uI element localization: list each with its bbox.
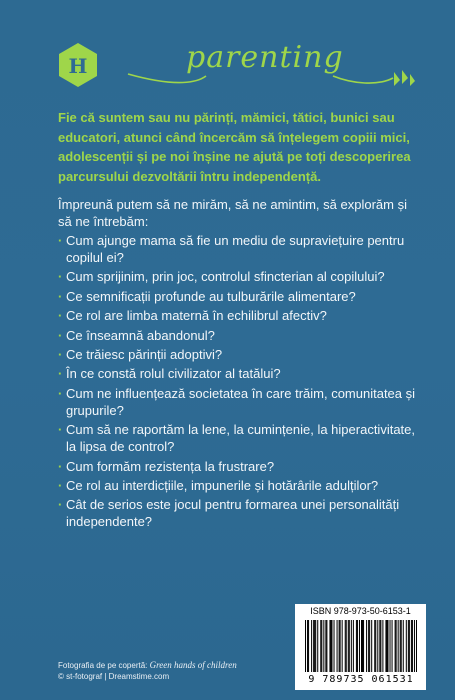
barcode-bar	[416, 620, 417, 672]
isbn-digits: 9 789735 061531	[308, 674, 414, 685]
barcode-bar	[359, 620, 360, 672]
barcode-bar	[362, 620, 363, 672]
barcode-bar	[320, 620, 321, 672]
bullet-icon: ·	[58, 308, 63, 324]
barcode-bar	[340, 620, 341, 672]
list-item	[58, 327, 422, 344]
bullet-icon: ·	[58, 385, 63, 401]
barcode-bar	[329, 620, 330, 672]
barcode-bar	[311, 620, 312, 672]
barcode-bar	[403, 620, 404, 672]
barcode-bar	[345, 620, 346, 672]
barcode-bar	[371, 620, 372, 672]
barcode-bar	[313, 620, 314, 672]
barcode-bar	[374, 620, 375, 672]
list-item	[58, 307, 422, 324]
barcode-bar	[305, 620, 306, 672]
list-item	[58, 385, 422, 419]
barcode-bar	[386, 620, 387, 672]
brand-header	[58, 40, 418, 98]
barcode-bar	[377, 620, 378, 672]
bullet-icon: ·	[58, 288, 63, 304]
credit-prefix: Fotografia de pe copertă:	[58, 661, 150, 670]
barcode-bar	[408, 620, 409, 672]
barcode-bar	[314, 620, 315, 672]
credit-source: © st-fotograf | Dreamstime.com	[58, 672, 170, 681]
barcode-bar	[323, 620, 324, 672]
barcode-bar	[361, 620, 362, 672]
barcode-bar	[339, 620, 340, 672]
isbn-label: ISBN 978-973-50-6153-1	[310, 606, 411, 616]
barcode-bar	[380, 620, 381, 672]
barcode-bar	[406, 620, 407, 672]
photo-credit	[58, 660, 288, 682]
barcode-bar	[398, 620, 399, 672]
bullet-icon: ·	[58, 422, 63, 438]
question-text: Cât de serios este jocul pentru formarea unei personalități independente?	[66, 497, 400, 530]
question-text: Cum să ne raportăm la lene, la cumințenie, la hiperactivitate, la lipsa de control?	[66, 422, 416, 455]
barcode-bar	[317, 620, 318, 672]
bullet-icon: ·	[58, 497, 63, 513]
credit-line	[58, 660, 288, 671]
barcode-bar	[390, 620, 391, 672]
question-text: Cum ne influențează societatea în care trăim, comunitatea și grupurile?	[66, 385, 416, 418]
barcode-bar	[308, 620, 309, 672]
bullet-icon: ·	[58, 327, 63, 343]
barcode-bar	[346, 620, 347, 672]
lead-paragraph: Împreună putem să ne mirăm, să ne amintim, să explorăm și să ne întrebăm:	[58, 197, 407, 229]
barcode-bar	[401, 620, 402, 672]
barcode-bar	[353, 620, 354, 672]
list-item	[58, 268, 422, 285]
bullet-icon: ·	[58, 346, 63, 362]
list-item	[58, 496, 422, 530]
bullet-icon: ·	[58, 233, 63, 248]
list-item	[58, 288, 422, 305]
bullet-icon: ·	[58, 269, 63, 285]
credit-title: Green hands of children	[149, 660, 237, 670]
intro-paragraph: Fie că suntem sau nu părinți, mămici, tătici, bunici sau educatori, atunci când încercăm să înțelegem copiii mici, adolescenții și pe noi înșine ne ajută pe toți descoperirea parcursului dezvoltării întru independență.	[58, 110, 411, 184]
bullet-icon: ·	[58, 366, 63, 382]
barcode-bar	[356, 620, 357, 672]
barcode-bar	[326, 620, 327, 672]
barcode-bar	[396, 620, 397, 672]
barcode-bar	[395, 620, 396, 672]
question-list	[58, 232, 422, 533]
barcode-bar	[387, 620, 388, 672]
barcode-icon	[305, 620, 417, 672]
barcode-bar	[325, 620, 326, 672]
barcode-bar	[385, 620, 386, 672]
list-item	[58, 365, 422, 382]
question-text: Cum ajunge mama să fie un mediu de supraviețuire pentru copilul ei?	[66, 233, 405, 265]
barcode-bar	[334, 620, 335, 672]
list-item	[58, 477, 422, 494]
barcode-bar	[307, 620, 308, 672]
barcode-bar	[363, 620, 364, 672]
barcode-bar	[342, 620, 343, 672]
barcode-bar	[411, 620, 412, 672]
barcode-bar	[351, 620, 352, 672]
question-text: În ce constă rolul civilizator al tatălui?	[66, 366, 281, 382]
question-text: Ce rol au interdicțiile, impunerile și hotărârile adulților?	[66, 477, 379, 493]
bullet-icon: ·	[58, 458, 63, 474]
barcode-bar	[379, 620, 380, 672]
barcode-bar	[348, 620, 349, 672]
isbn-barcode	[295, 604, 426, 690]
logo-letter: H	[68, 54, 88, 78]
list-item	[58, 232, 422, 266]
list-item	[58, 458, 422, 475]
barcode-bar	[382, 620, 383, 672]
barcode-bar	[375, 620, 376, 672]
barcode-bar	[392, 620, 393, 672]
barcode-bar	[366, 620, 367, 672]
bullet-icon: ·	[58, 477, 63, 493]
barcode-bar	[330, 620, 331, 672]
barcode-bar	[331, 620, 332, 672]
barcode-bar	[315, 620, 316, 672]
question-text: Ce rol are limba maternă în echilibrul afectiv?	[66, 308, 327, 324]
barcode-bar	[368, 620, 369, 672]
barcode-bar	[414, 620, 415, 672]
barcode-bar	[412, 620, 413, 672]
list-item	[58, 421, 422, 455]
barcode-bar	[337, 620, 338, 672]
question-text: Cum formăm rezistența la frustrare?	[66, 458, 275, 474]
barcode-bar	[369, 620, 370, 672]
question-text: Ce înseamnă abandonul?	[66, 327, 215, 343]
question-text: Ce semnificații profunde au tulburările alimentare?	[66, 288, 356, 304]
list-item	[58, 346, 422, 363]
question-text: Cum sprijinim, prin joc, controlul sfincterian al copilului?	[66, 269, 385, 285]
brand-name: parenting	[186, 40, 344, 75]
barcode-bar	[321, 620, 322, 672]
question-text: Ce trăiesc părinții adoptivi?	[66, 346, 223, 362]
barcode-bar	[349, 620, 350, 672]
barcode-bar	[400, 620, 401, 672]
barcode-bar	[409, 620, 410, 672]
barcode-bar	[357, 620, 358, 672]
